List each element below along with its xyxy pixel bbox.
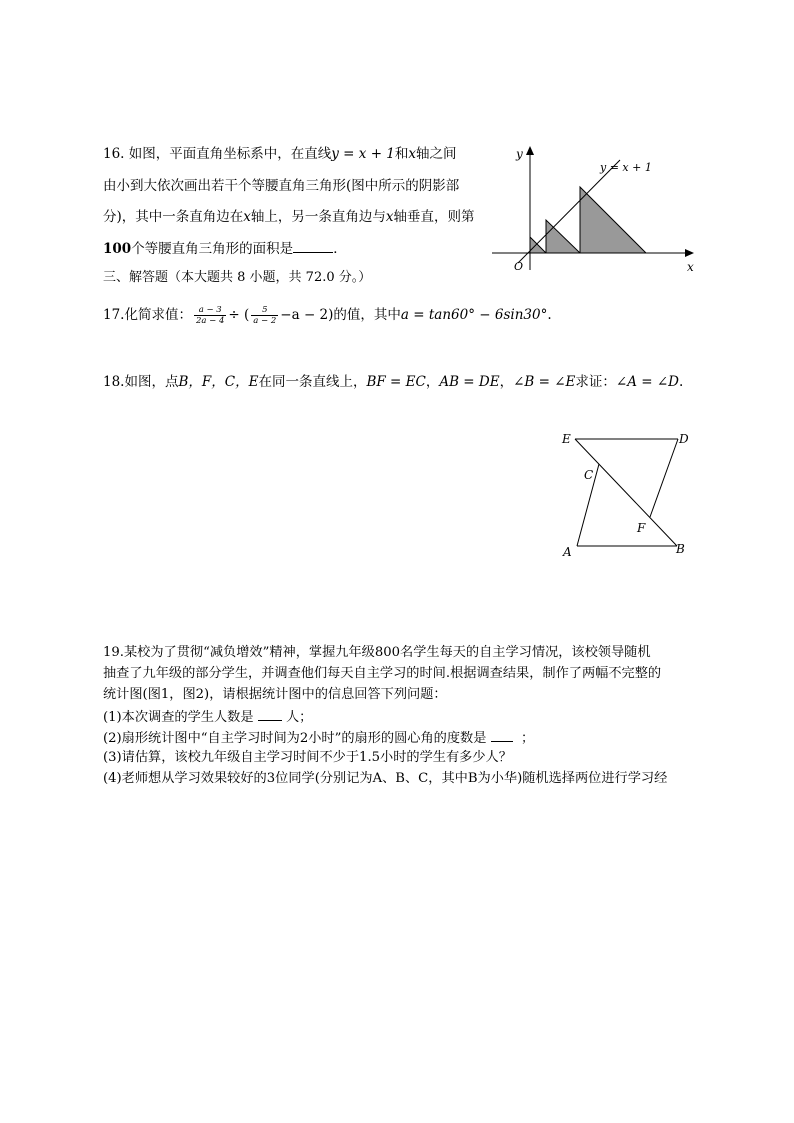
origin-label: O <box>514 260 524 273</box>
y-axis-label: y <box>516 147 523 161</box>
segment-DF <box>650 439 678 517</box>
answer-blank[interactable] <box>293 238 333 253</box>
segment-EB <box>575 439 677 546</box>
point-A-label: A <box>563 545 572 559</box>
point-C-label: C <box>584 468 594 482</box>
q19-item4: (4)老师想从学习效果较好的3位同学(分别记为A、B、C，其中B为小华)随机选择两位进行学习经 <box>103 771 668 786</box>
point-E-label: E <box>562 432 571 446</box>
point-F-label: F <box>637 521 646 535</box>
section-title: 三、解答题（本大题共 8 小题，共 72.0 分。） <box>103 270 372 285</box>
q19-line3: 统计图(图1，图2)，请根据统计图中的信息回答下列问题： <box>103 687 447 702</box>
point-B-label: B <box>676 542 685 556</box>
q19-line2: 抽查了九年级的部分学生，并调查他们每天自主学习的时间.根据调查结果，制作了两幅不完整的 <box>103 666 662 681</box>
q18-geometry-figure <box>555 425 705 565</box>
q19-item3: (3)请估算，该校九年级自主学习时间不少于1.5小时的学生有多少人？ <box>103 750 512 765</box>
q16-line1: 16. 如图，平面直角坐标系中，在直线y = x + 1和x轴之间 <box>103 146 457 162</box>
x-axis-label: x <box>687 260 694 274</box>
q16-line2: 由小到大依次画出若干个等腰直角三角形(图中所示的阴影部 <box>103 178 460 194</box>
y-axis-arrow-icon <box>526 146 534 155</box>
q19-item2: (2)扇形统计图中“自主学习时间为2小时”的扇形的圆心角的度数是 ； <box>103 727 534 749</box>
answer-blank[interactable] <box>491 727 513 742</box>
fraction-2: $\frac{5}{a - 2}$ <box>253 305 277 326</box>
point-D-label: D <box>679 432 689 446</box>
triangle-3 <box>580 187 646 253</box>
q19-line1: 19.某校为了贯彻“减负增效”精神，掌握九年级800名学生每天的自主学习情况，该校领导随机 <box>103 645 651 660</box>
q16-line3: 分)，其中一条直角边在x轴上，另一条直角边与x轴垂直，则第 <box>103 209 475 225</box>
q16-line4: 100个等腰直角三角形的面积是 ． <box>103 238 347 259</box>
q17-line: 17.化简求值： $\frac{a - 3}{2a - 4}$ ÷ ( $\frac{5}{a - 2}$ −a − 2)的值，其中a = tan60° − 6sin30°. <box>103 305 552 326</box>
x-axis-arrow-icon <box>685 249 694 257</box>
triangle-1 <box>530 237 546 253</box>
triangle-2 <box>546 220 580 253</box>
fraction-1: $\frac{a - 3}{2a - 4}$ <box>195 305 225 326</box>
q19-item1: (1)本次调查的学生人数是 人； <box>103 706 312 728</box>
line-label: y = x + 1 <box>600 161 652 174</box>
q16-coordinate-graph <box>488 138 700 276</box>
q18-line: 18.如图，点B，F，C，E在同一条直线上，BF = EC，AB = DE，∠B = ∠E求证：∠A = ∠D. <box>103 374 684 390</box>
answer-blank[interactable] <box>258 706 282 721</box>
